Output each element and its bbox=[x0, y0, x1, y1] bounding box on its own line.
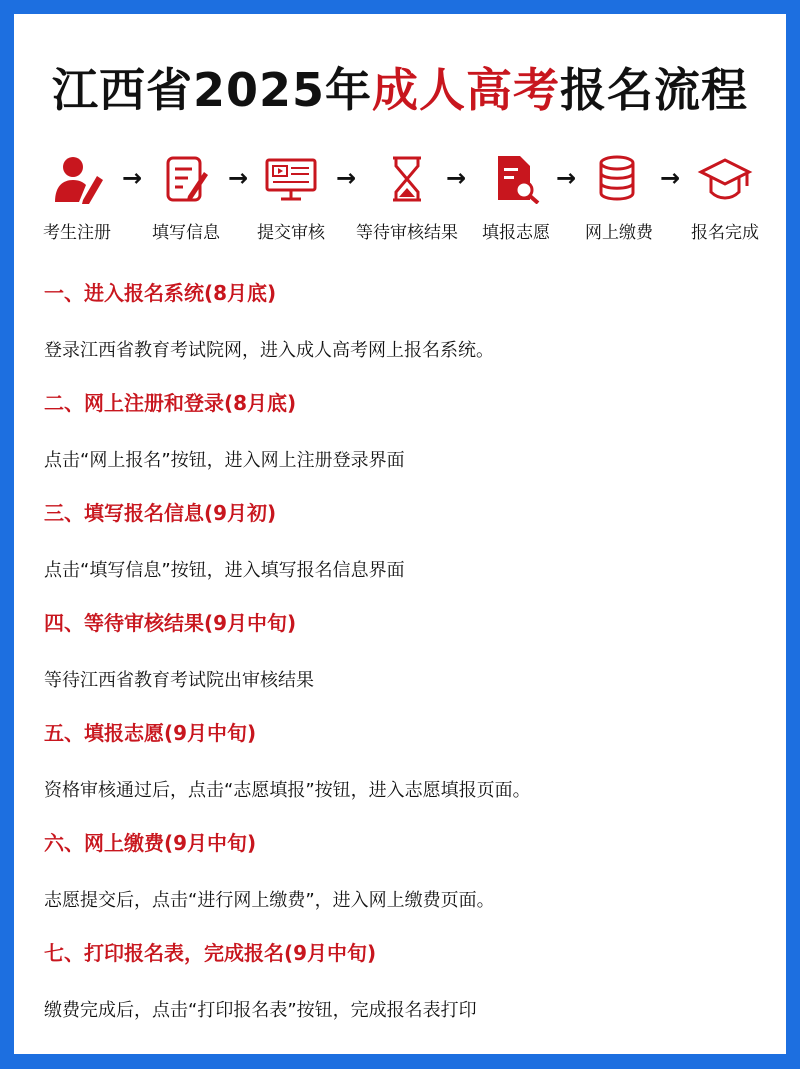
step-fill-info bbox=[131, 154, 241, 243]
section-item bbox=[44, 388, 764, 498]
step-label: 报名完成 bbox=[691, 223, 759, 243]
section-heading: 一、进入报名系统(8月底) bbox=[44, 281, 277, 305]
section-item bbox=[44, 278, 764, 388]
hourglass-icon bbox=[379, 154, 435, 204]
section-text: 缴费完成后，点击“打印报名表”按钮，完成报名表打印 bbox=[44, 1000, 477, 1021]
step-payment bbox=[564, 154, 674, 243]
section-text: 资格审核通过后，点击“志愿填报”按钮，进入志愿填报页面。 bbox=[44, 780, 531, 801]
arrow-icon: → bbox=[556, 164, 577, 192]
section-item bbox=[44, 608, 764, 718]
arrow-icon: → bbox=[660, 164, 681, 192]
user-pen-icon bbox=[49, 154, 105, 204]
step-submit-review bbox=[236, 154, 346, 243]
section-heading: 六、网上缴费(9月中旬) bbox=[44, 831, 257, 855]
section-text: 点击“填写信息”按钮，进入填写报名信息界面 bbox=[44, 560, 405, 581]
title-accent: 成人高考 bbox=[372, 63, 561, 117]
section-text: 点击“网上报名”按钮，进入网上注册登录界面 bbox=[44, 450, 405, 471]
arrow-icon: → bbox=[228, 164, 249, 192]
section-heading: 三、填写报名信息(9月初) bbox=[44, 501, 277, 525]
steps-detail-list bbox=[44, 278, 764, 1048]
poster-card bbox=[14, 14, 786, 1054]
step-label: 填报志愿 bbox=[482, 223, 550, 243]
arrow-icon: → bbox=[446, 164, 467, 192]
step-complete bbox=[670, 154, 780, 243]
form-edit-icon bbox=[158, 154, 214, 204]
title-suffix: 报名流程 bbox=[560, 63, 749, 117]
section-item bbox=[44, 498, 764, 608]
title-prefix: 江西省2025年 bbox=[51, 63, 373, 117]
step-label: 提交审核 bbox=[257, 223, 325, 243]
section-heading: 五、填报志愿(9月中旬) bbox=[44, 721, 257, 745]
step-label: 等待审核结果 bbox=[356, 223, 458, 243]
monitor-icon bbox=[263, 154, 319, 204]
step-register bbox=[22, 154, 132, 243]
coins-icon bbox=[591, 154, 647, 204]
step-label: 填写信息 bbox=[152, 223, 220, 243]
section-text: 登录江西省教育考试院网，进入成人高考网上报名系统。 bbox=[44, 340, 494, 361]
arrow-icon: → bbox=[122, 164, 143, 192]
section-heading: 四、等待审核结果(9月中旬) bbox=[44, 611, 297, 635]
section-item bbox=[44, 718, 764, 828]
page-title bbox=[14, 54, 786, 120]
section-text: 志愿提交后，点击“进行网上缴费”，进入网上缴费页面。 bbox=[44, 890, 495, 911]
graduation-cap-icon bbox=[697, 154, 753, 204]
section-text: 等待江西省教育考试院出审核结果 bbox=[44, 670, 314, 691]
step-volunteer bbox=[461, 154, 571, 243]
step-label: 考生注册 bbox=[43, 223, 111, 243]
section-item bbox=[44, 938, 764, 1048]
section-item bbox=[44, 828, 764, 938]
section-heading: 二、网上注册和登录(8月底) bbox=[44, 391, 297, 415]
section-heading: 七、打印报名表，完成报名(9月中旬) bbox=[44, 941, 377, 965]
step-label: 网上缴费 bbox=[585, 223, 653, 243]
arrow-icon: → bbox=[336, 164, 357, 192]
process-flow bbox=[14, 154, 786, 254]
document-search-icon bbox=[488, 154, 544, 204]
